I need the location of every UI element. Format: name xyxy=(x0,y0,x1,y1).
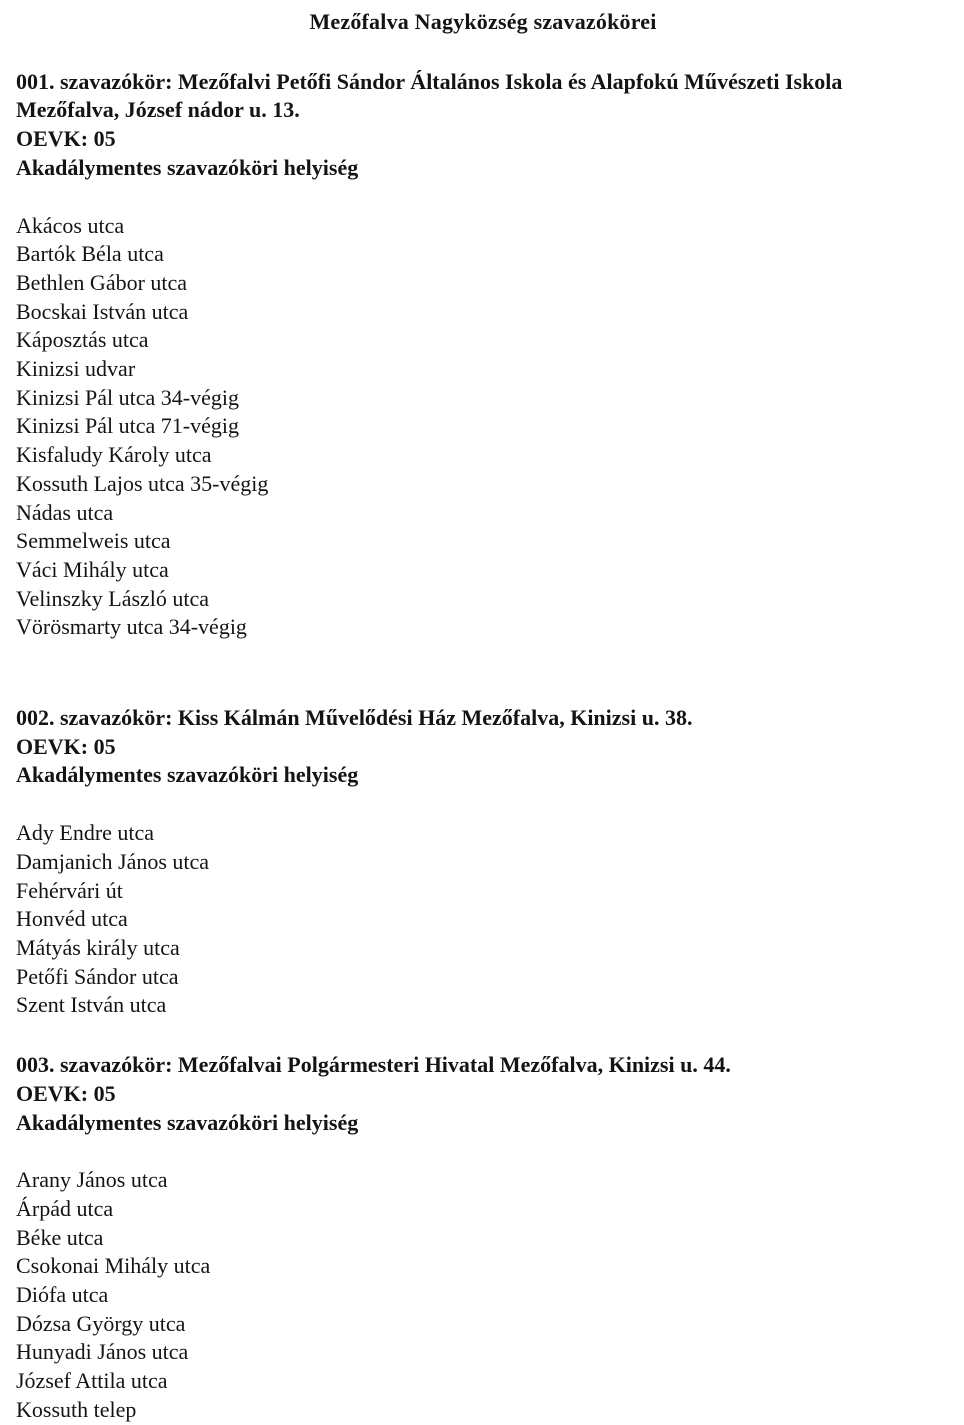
street-list xyxy=(16,212,950,643)
street-list-item: Fehérvári út xyxy=(16,877,123,903)
street-list-item: Akácos utca xyxy=(16,212,125,238)
street-list-item: Csokonai Mihály utca xyxy=(16,1253,211,1279)
street-list-item: Dózsa György utca xyxy=(16,1310,186,1336)
street-list-item: Kinizsi Pál utca 34-végig xyxy=(16,384,240,410)
district-oevk: OEVK: 05 xyxy=(16,733,116,759)
street-list-item: Szent István utca xyxy=(16,992,167,1018)
street-list-item: Bethlen Gábor utca xyxy=(16,269,188,295)
street-list-item: József Attila utca xyxy=(16,1368,168,1394)
street-list-item: Káposztás utca xyxy=(16,327,149,353)
street-list-item: Vörösmarty utca 34-végig xyxy=(16,614,247,640)
street-list-item: Kinizsi Pál utca 71-végig xyxy=(16,413,240,439)
district-heading: 002. szavazókör: Kiss Kálmán Művelődési Ház Mezőfalva, Kinizsi u. 38. xyxy=(16,705,693,731)
street-list-item: Nádas utca xyxy=(16,499,114,525)
page-title: Mezőfalva Nagyközség szavazókörei xyxy=(309,9,657,34)
voting-district-003 xyxy=(16,1051,950,1424)
district-accessibility-note: Akadálymentes szavazóköri helyiség xyxy=(16,1109,359,1135)
street-list-item: Semmelweis utca xyxy=(16,528,171,554)
street-list-item: Mátyás király utca xyxy=(16,934,180,960)
street-list-item: Kinizsi udvar xyxy=(16,356,136,382)
street-list xyxy=(16,819,950,1020)
street-list-item: Velinszky László utca xyxy=(16,585,210,611)
street-list-item: Ady Endre utca xyxy=(16,820,155,846)
street-list-item: Arany János utca xyxy=(16,1167,168,1193)
district-oevk: OEVK: 05 xyxy=(16,1080,116,1106)
street-list-item: Béke utca xyxy=(16,1224,104,1250)
street-list xyxy=(16,1166,950,1424)
street-list-item: Kisfaludy Károly utca xyxy=(16,442,212,468)
street-list-item: Váci Mihály utca xyxy=(16,556,169,582)
street-list-item: Kossuth Lajos utca 35-végig xyxy=(16,470,269,496)
district-heading: 003. szavazókör: Mezőfalvai Polgármesteri Hivatal Mezőfalva, Kinizsi u. 44. xyxy=(16,1052,731,1078)
street-list-item: Árpád utca xyxy=(16,1195,114,1221)
district-accessibility-note: Akadálymentes szavazóköri helyiség xyxy=(16,762,359,788)
street-list-item: Diófa utca xyxy=(16,1282,109,1308)
street-list-item: Kossuth telep xyxy=(16,1396,137,1422)
street-list-item: Bocskai István utca xyxy=(16,298,189,324)
voting-district-001 xyxy=(16,68,950,642)
street-list-item: Petőfi Sándor utca xyxy=(16,963,179,989)
street-list-item: Bartók Béla utca xyxy=(16,241,164,267)
street-list-item: Honvéd utca xyxy=(16,906,128,932)
district-oevk: OEVK: 05 xyxy=(16,126,116,152)
voting-district-002 xyxy=(16,704,950,1020)
district-heading: 001. szavazókör: Mezőfalvi Petőfi Sándor Általános Iskola és Alapfokú Művészeti Iskola Mezőfalva, József nádor u. 13. xyxy=(16,68,843,123)
street-list-item: Damjanich János utca xyxy=(16,848,210,874)
district-accessibility-note: Akadálymentes szavazóköri helyiség xyxy=(16,154,359,180)
street-list-item: Hunyadi János utca xyxy=(16,1339,189,1365)
